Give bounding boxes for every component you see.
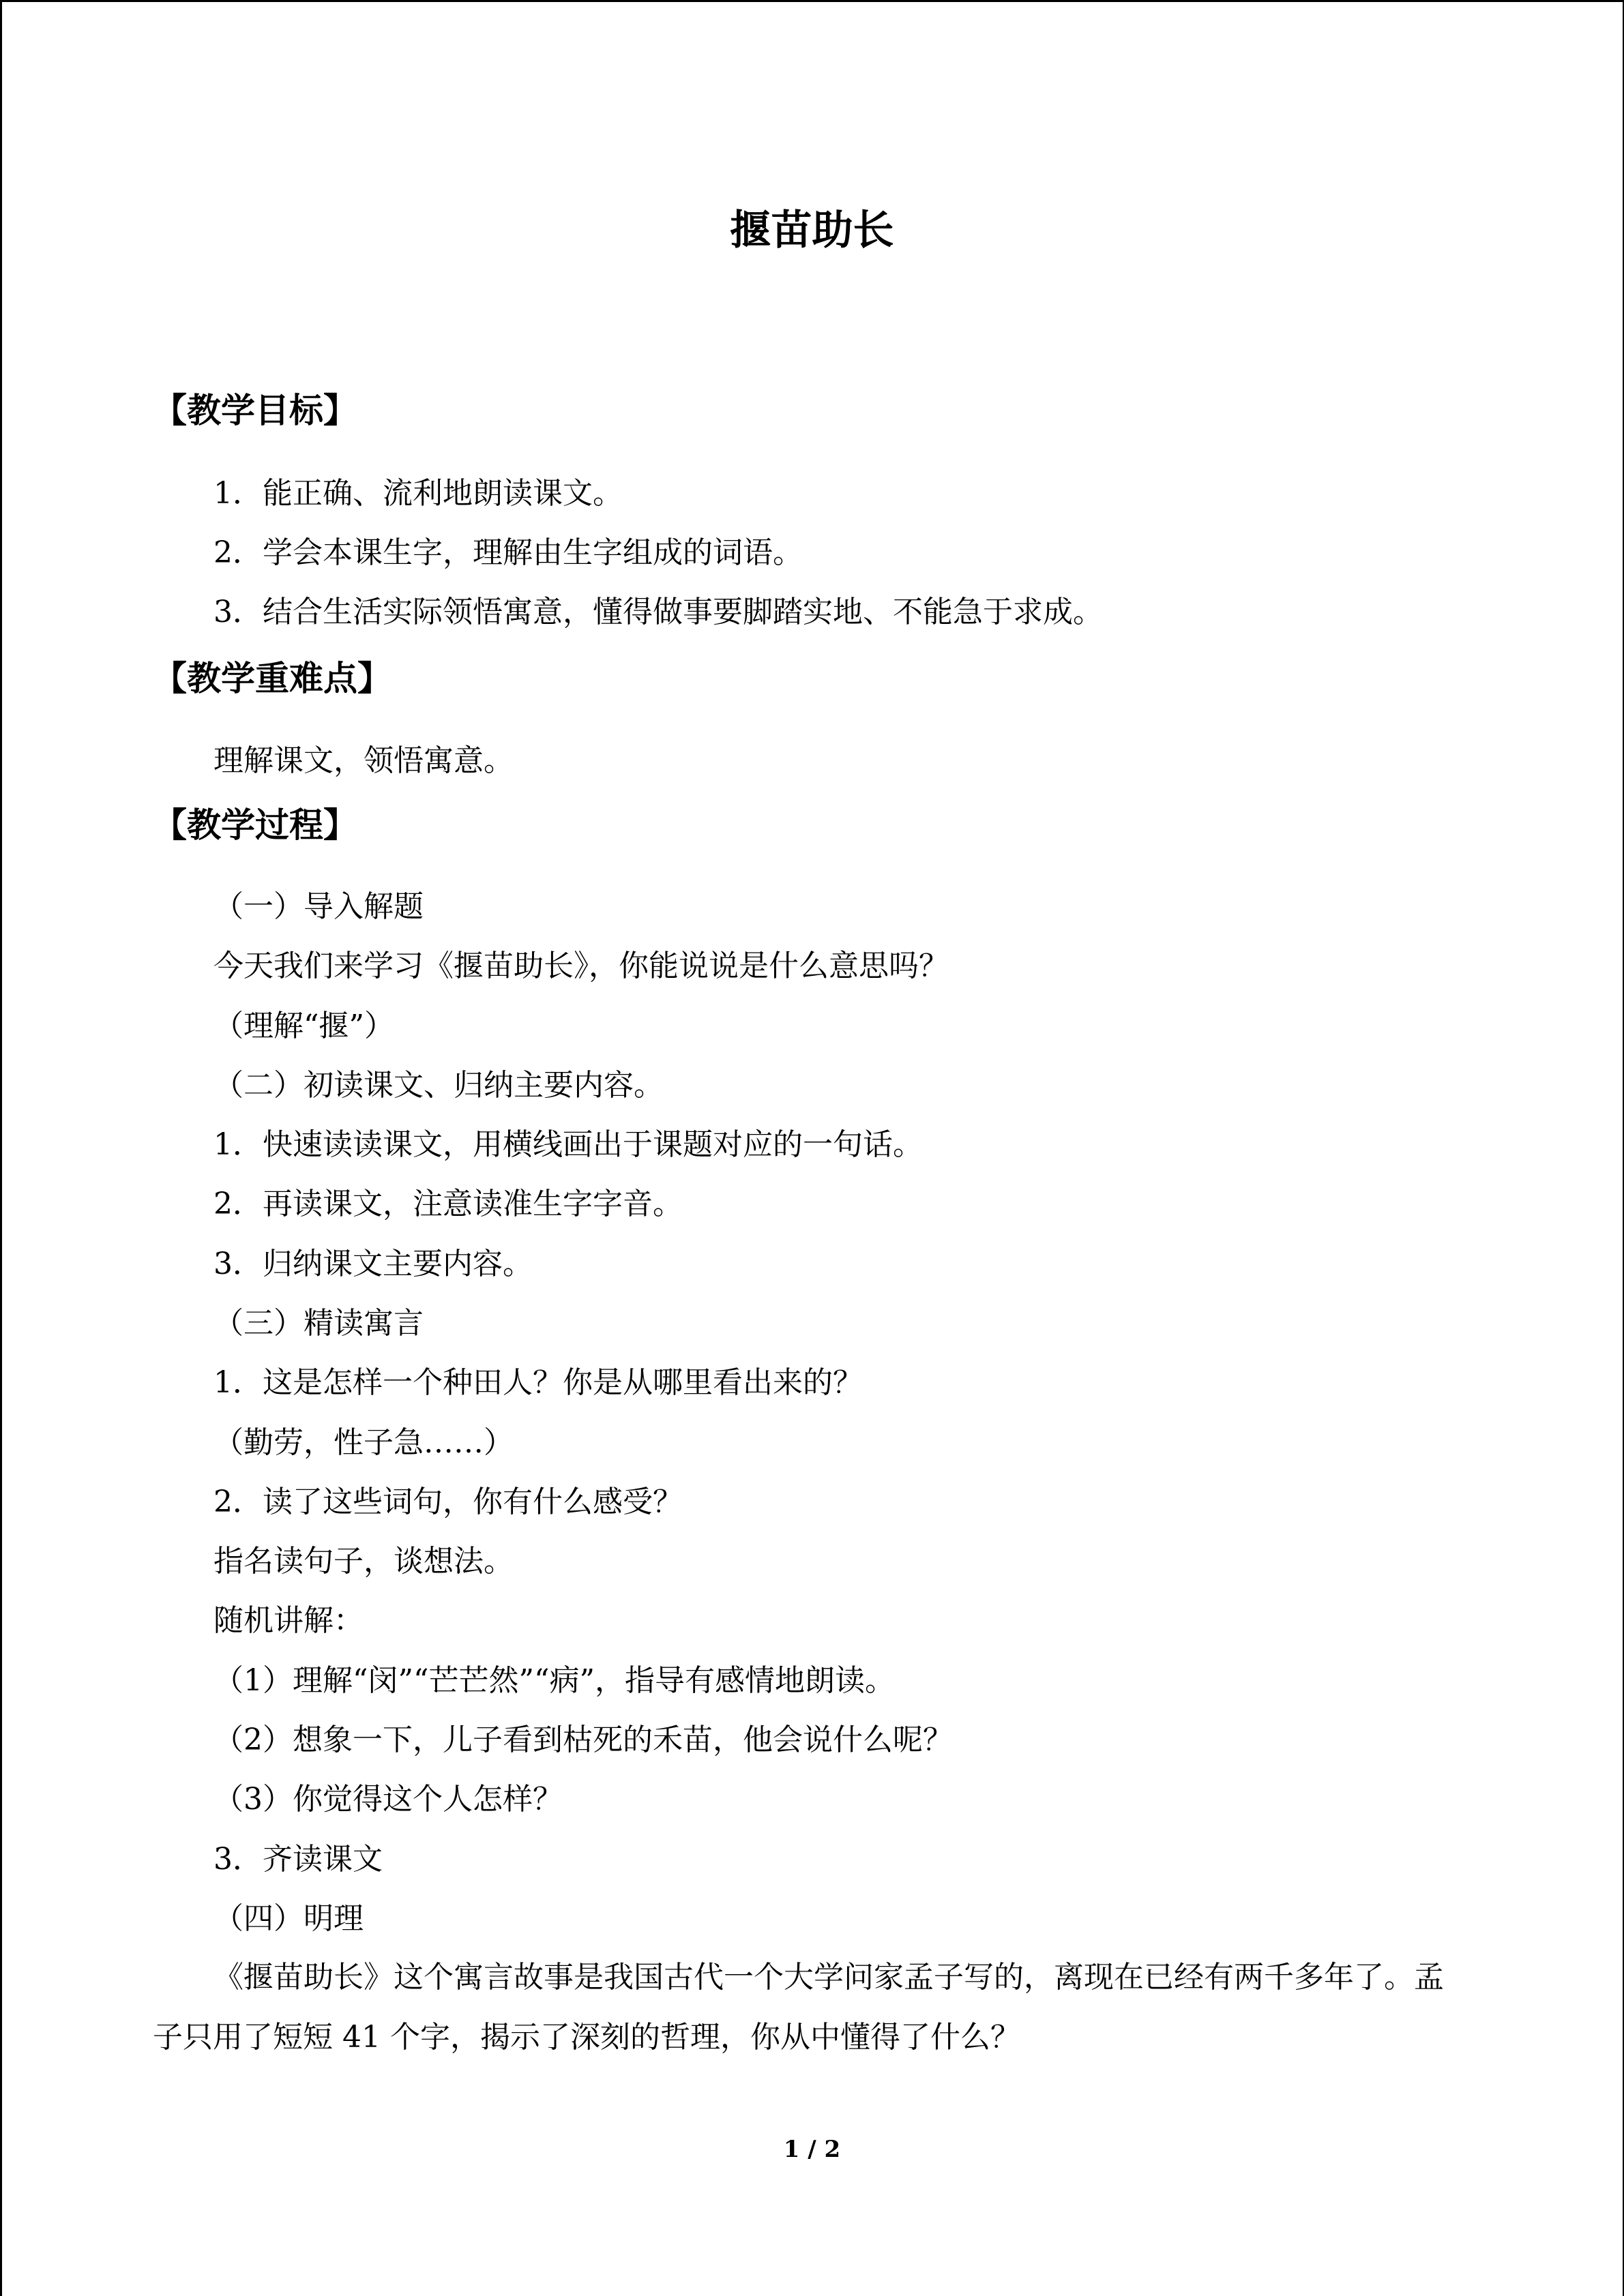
heading-objectives: 【教学目标】	[153, 390, 357, 430]
page-number: 1 / 2	[783, 2136, 841, 2163]
process-line-11: 2．读了这些词句，你有什么感受？	[213, 1485, 683, 1519]
process-line-14: （1）理解“闵”“芒芒然”“病”，指导有感情地朗读。	[213, 1663, 895, 1698]
process-line-9: 1．这是怎样一个种田人？你是从哪里看出来的？	[213, 1365, 863, 1400]
process-line-6: 2．再读课文，注意读准生字字音。	[213, 1187, 683, 1221]
process-line-15: （2）想象一下，儿子看到枯死的禾苗，他会说什么呢？	[213, 1723, 953, 1757]
process-line-12: 指名读句子，谈想法。	[213, 1544, 514, 1579]
process-line-2: 今天我们来学习《揠苗助长》，你能说说是什么意思吗？	[213, 949, 949, 983]
objective-item-3: 3．结合生活实际领悟寓意，懂得做事要脚踏实地、不能急于求成。	[213, 595, 1103, 629]
process-line-10: （勤劳，性子急……）	[213, 1425, 514, 1460]
process-line-7: 3．归纳课文主要内容。	[213, 1247, 533, 1281]
objective-item-2: 2．学会本课生字，理解由生字组成的词语。	[213, 535, 803, 570]
document-title: 揠苗助长	[730, 207, 894, 254]
key-points-text: 理解课文，领悟寓意。	[213, 743, 514, 778]
process-paragraph: 《揠苗助长》这个寓言故事是我国古代一个大学问家孟子写的，离现在已经有两千多年了。孟子只用了短短 41 个字，揭示了深刻的哲理，你从中懂得了什么？	[153, 1960, 1444, 2055]
process-line-5: 1．快速读读课文，用横线画出于课题对应的一句话。	[213, 1127, 923, 1162]
process-line-4: （二）初读课文、归纳主要内容。	[213, 1068, 664, 1103]
process-line-13: 随机讲解：	[213, 1603, 364, 1638]
page-border-top	[0, 0, 1624, 2]
heading-key-points: 【教学重难点】	[153, 658, 392, 698]
process-line-1: （一）导入解题	[213, 889, 424, 924]
process-line-8: （三）精读寓言	[213, 1306, 424, 1341]
objective-item-1: 1．能正确、流利地朗读课文。	[213, 476, 623, 511]
process-line-3: （理解“揠”）	[213, 1009, 394, 1043]
process-line-18: （四）明理	[213, 1901, 364, 1936]
process-line-16: （3）你觉得这个人怎样？	[213, 1782, 563, 1817]
page-border-left	[0, 0, 2, 2296]
heading-process: 【教学过程】	[153, 805, 357, 845]
process-line-17: 3．齐读课文	[213, 1842, 383, 1877]
